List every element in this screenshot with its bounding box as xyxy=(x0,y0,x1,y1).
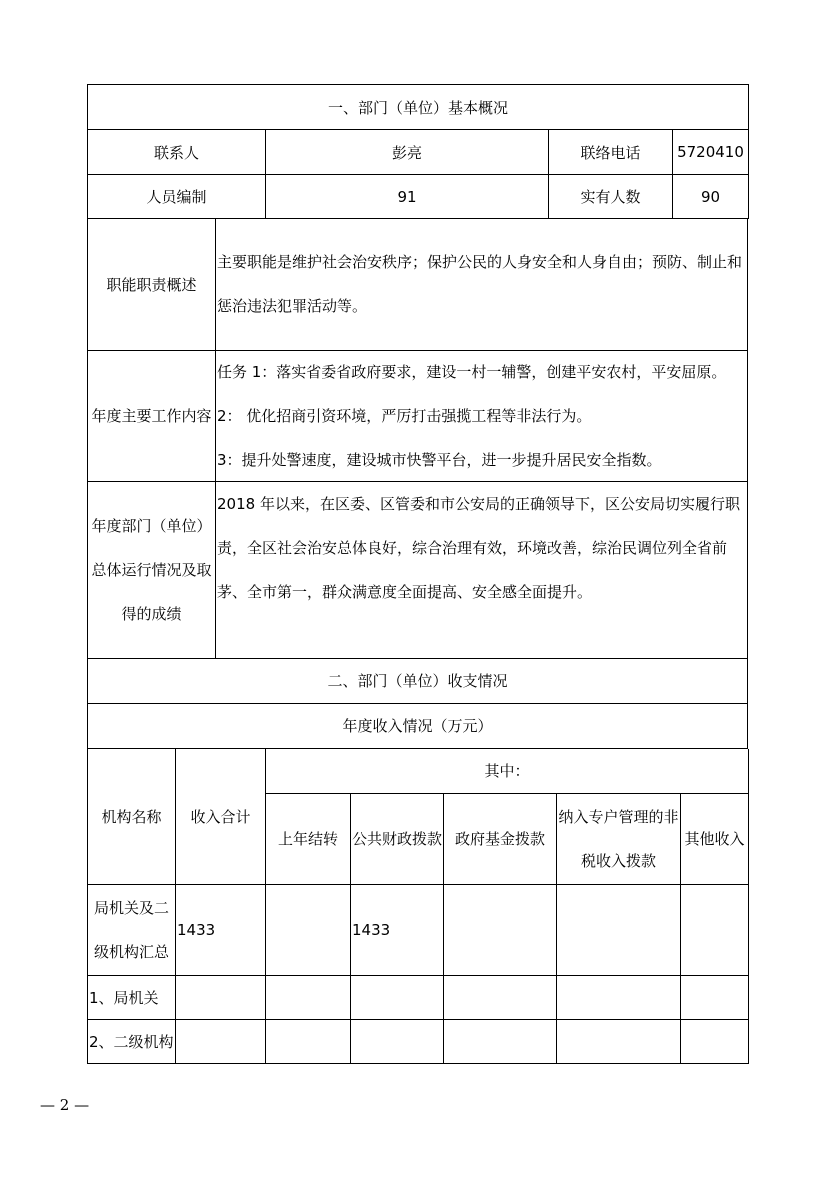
row-public-finance: 1433 xyxy=(351,884,444,975)
duty-label xyxy=(88,218,216,350)
section2-title: 二、部门（单位）收支情况 xyxy=(87,659,748,704)
row-other xyxy=(681,884,749,975)
result-text xyxy=(216,482,747,658)
duty-label-text: 职能职责概述 xyxy=(106,275,197,294)
row-carryover xyxy=(266,884,351,975)
row-special-account xyxy=(557,884,681,975)
row-carryover xyxy=(266,1019,351,1063)
duty-text-content: 主要职能是维护社会治安秩序；保护公民的人身安全和人身自由；预防、制止和惩治违法犯罪活动等。 xyxy=(217,253,743,315)
work-label-text: 年度主要工作内容 xyxy=(91,407,212,425)
work-item: 任务 1：落实省委省政府要求，建设一村一辅警，创建平安农村，平安屈原。 xyxy=(217,363,727,381)
result-text-content: 2018 年以来，在区委、区管委和市公安局的正确领导下，区公安局切实履行职责，全区社会治安总体良好，综合治理有效，环境改善，综治民调位列全省前茅、全市第一，群众满意度全面提高、安全感全面提升。 xyxy=(217,495,740,601)
header-special-account: 纳入专户管理的非税收入拨款 xyxy=(557,793,681,884)
budget-document-table xyxy=(87,84,749,219)
header-other: 其他收入 xyxy=(681,793,749,884)
header-total: 收入合计 xyxy=(176,749,266,884)
section2-subtitle: 年度收入情况（万元） xyxy=(87,704,748,749)
contact-label: 联系人 xyxy=(88,130,266,175)
staff-value: 91 xyxy=(266,175,549,219)
duty-row xyxy=(87,218,748,351)
actual-staff-value: 90 xyxy=(673,175,749,219)
phone-label: 联络电话 xyxy=(549,130,673,175)
header-carryover: 上年结转 xyxy=(266,793,351,884)
work-item: 2： 优化招商引资环境，严厉打击强揽工程等非法行为。 xyxy=(217,407,592,425)
row-gov-fund xyxy=(444,975,557,1019)
row-total xyxy=(176,975,266,1019)
row-public-finance xyxy=(351,1019,444,1063)
section1-title: 一、部门（单位）基本概况 xyxy=(88,85,749,130)
actual-staff-label: 实有人数 xyxy=(549,175,673,219)
phone-value: 5720410 xyxy=(673,130,749,175)
result-label xyxy=(88,482,216,658)
header-of-which: 其中： xyxy=(266,749,749,793)
result-row xyxy=(87,482,748,659)
row-total xyxy=(176,1019,266,1063)
row-carryover xyxy=(266,975,351,1019)
row-gov-fund xyxy=(444,884,557,975)
header-public-finance: 公共财政拨款 xyxy=(351,793,444,884)
row-public-finance xyxy=(351,975,444,1019)
row-other xyxy=(681,1019,749,1063)
income-table xyxy=(87,749,749,1064)
duty-text xyxy=(216,218,747,350)
row-other xyxy=(681,975,749,1019)
page-number: — 2 — xyxy=(40,1096,90,1114)
result-label-text: 年度部门（单位）总体运行情况及取得的成绩 xyxy=(91,517,212,623)
row-org: 2、二级机构 xyxy=(88,1019,176,1063)
contact-value: 彭亮 xyxy=(266,130,549,175)
row-special-account xyxy=(557,975,681,1019)
row-org: 局机关及二级机构汇总 xyxy=(88,884,176,975)
work-row xyxy=(87,351,748,482)
work-item: 3：提升处警速度，建设城市快警平台，进一步提升居民安全指数。 xyxy=(217,451,662,469)
document-body xyxy=(87,218,748,1064)
header-org: 机构名称 xyxy=(88,749,176,884)
row-special-account xyxy=(557,1019,681,1063)
work-label xyxy=(88,351,216,481)
row-total: 1433 xyxy=(176,884,266,975)
row-gov-fund xyxy=(444,1019,557,1063)
work-items xyxy=(216,351,747,481)
staff-label: 人员编制 xyxy=(88,175,266,219)
row-org: 1、局机关 xyxy=(88,975,176,1019)
header-gov-fund: 政府基金拨款 xyxy=(444,793,557,884)
